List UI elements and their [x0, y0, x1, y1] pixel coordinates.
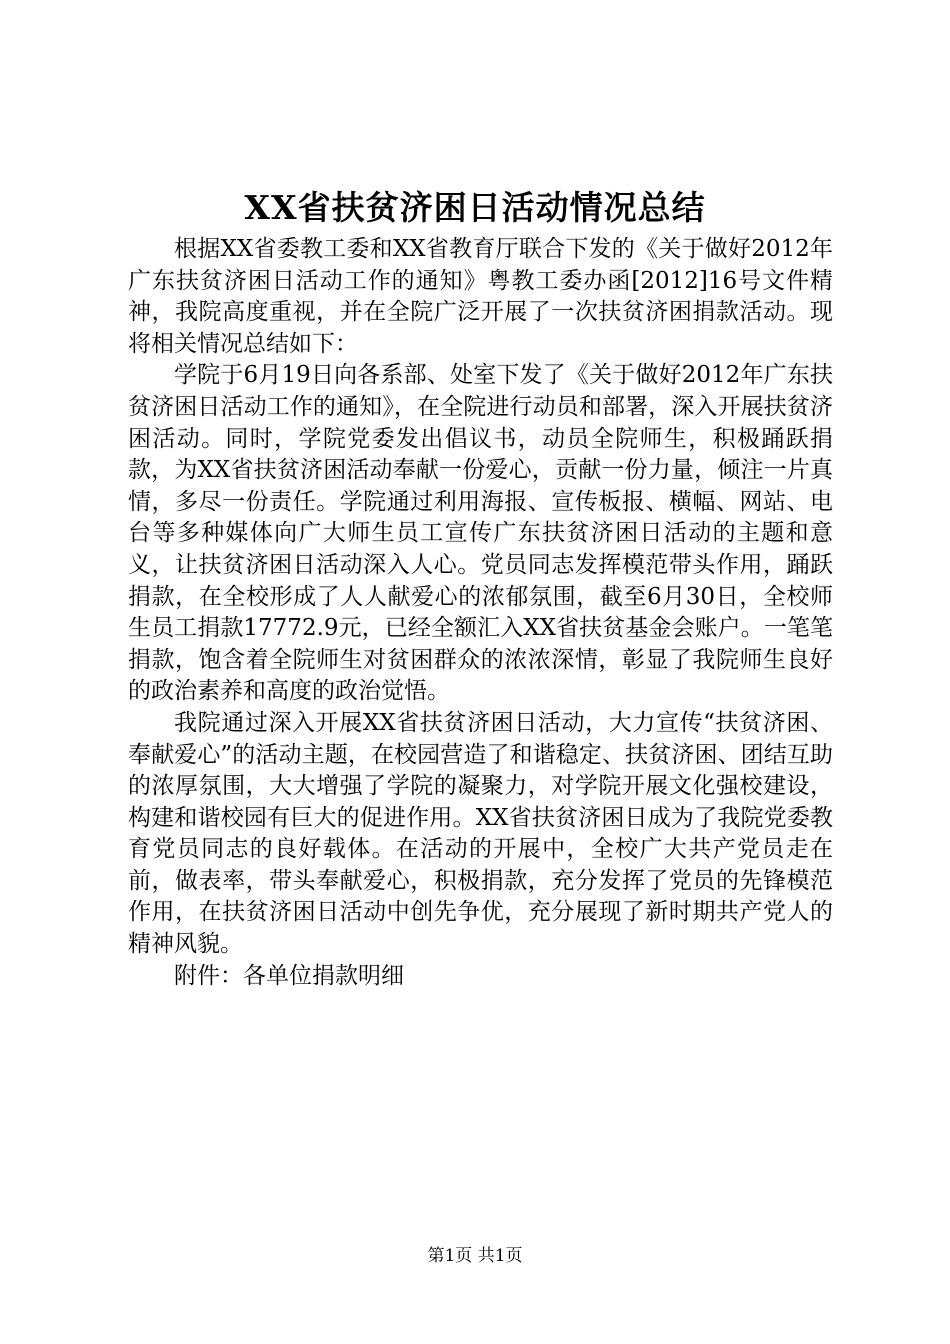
document-title: XX省扶贫济困日活动情况总结: [244, 188, 706, 227]
document-body: [128, 234, 833, 992]
paragraph-attachment: 附件：各单位捐款明细: [174, 962, 404, 989]
paragraph-outcomes: 我院通过深入开展XX省扶贫济困日活动，大力宣传“扶贫济困、奉献爱心”的活动主题，在校园营造了和谐稳定、扶贫济困、团结互助的浓厚氛围，大大增强了学院的凝聚力，对学院开展文化强校建设，构建和谐校园有巨大的促进作用。XX省扶贫济困日成为了我院党委教育党员同志的良好载体。在活动的开展中，全校广大共产党员走在前，做表率，带头奉献爱心，积极捐款，充分发挥了党员的先锋模范作用，在扶贫济困日活动中创先争优，充分展现了新时期共产党人的精神风貌。: [128, 709, 833, 958]
paragraph-activities: 学院于6月19日向各系部、处室下发了《关于做好2012年广东扶贫济困日活动工作的通知》，在全院进行动员和部署，深入开展扶贫济困活动。同时，学院党委发出倡议书，动员全院师生，积极踊跃捐款，为XX省扶贫济困活动奉献一份爱心，贡献一份力量，倾注一片真情，多尽一份责任。学院通过利用海报、宣传板报、横幅、网站、电台等多种媒体向广大师生员工宣传广东扶贫济困日活动的主题和意义，让扶贫济困日活动深入人心。党员同志发挥模范带头作用，踊跃捐款，在全校形成了人人献爱心的浓郁氛围，截至6月30日，全校师生员工捐款17772.9元，已经全额汇入XX省扶贫基金会账户。一笔笔捐款，饱含着全院师生对贫困群众的浓浓深情，彰显了我院师生良好的政治素养和高度的政治觉悟。: [128, 362, 833, 705]
page-footer: 第1页 共1页: [427, 1246, 523, 1266]
paragraph-intro: 根据XX省委教工委和XX省教育厅联合下发的《关于做好2012年广东扶贫济困日活动工作的通知》粤教工委办函[2012]16号文件精神，我院高度重视，并在全院广泛开展了一次扶贫济困捐款活动。现将相关情况总结如下：: [128, 236, 833, 357]
